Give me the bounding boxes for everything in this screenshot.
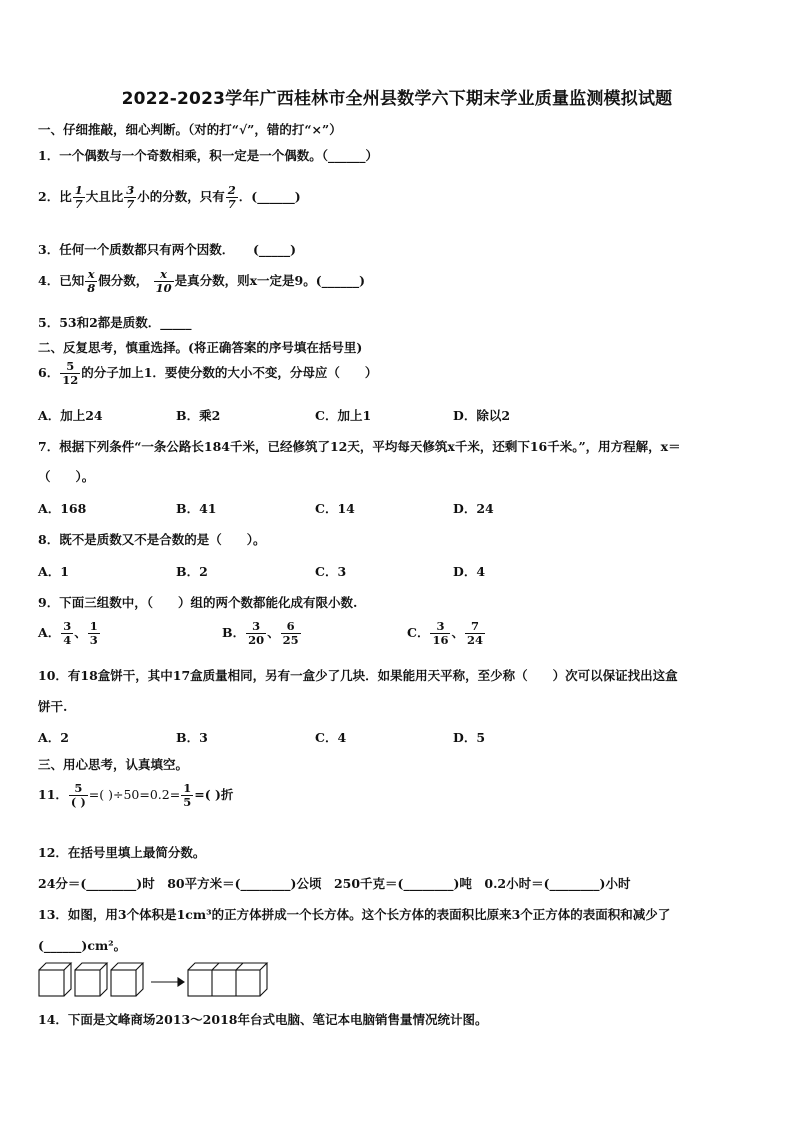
q11-pre: 11．	[38, 787, 68, 802]
q9-a-fraction-1: $\frac{3}{4}$	[63, 619, 72, 647]
q8-option-c[interactable]: C．3	[315, 564, 347, 579]
q6-option-c[interactable]: C．加上1	[315, 408, 372, 423]
page-title: 2022-2023学年广西桂林市全州县数学六下期末学业质量监测模拟试题	[121, 89, 673, 109]
q10-option-b[interactable]: B．3	[176, 730, 208, 745]
q2-post: ．(______)	[238, 189, 301, 204]
question-12: 12．在括号里填上最简分数。	[38, 845, 206, 860]
q2-fraction-1: $\frac{1}{7}$	[74, 183, 83, 211]
question-7-line1: 7．根据下列条件“一条公路长184千米，已经修筑了12天，平均每天修筑x千米，还剩下16千米。”，用方程解，x＝	[38, 439, 681, 454]
question-5: 5．53和2都是质数．_____	[38, 315, 192, 330]
q2-fraction-3: $\frac{2}{7}$	[227, 183, 236, 211]
q6-fraction: $\frac{5}{12}$	[62, 359, 79, 387]
question-14: 14．下面是文峰商场2013～2018年台式电脑、笔记本电脑销售量情况统计图。	[38, 1012, 488, 1027]
q9-a-label: A．	[38, 625, 61, 640]
q6-option-a[interactable]: A．加上24	[38, 408, 103, 423]
q9-a-fraction-2: $\frac{1}{3}$	[89, 619, 98, 647]
q11-fraction-1: $\frac{5}{( )}$	[70, 781, 86, 809]
question-6	[38, 360, 377, 387]
q6-post: 的分子加上1．要使分数的大小不变，分母应（ ）	[81, 365, 378, 380]
q8-option-b[interactable]: B．2	[176, 564, 208, 579]
q9-b-fraction-2: $\frac{6}{25}$	[282, 619, 299, 647]
q2-fraction-2: $\frac{3}{7}$	[126, 183, 135, 211]
question-13-line2: (______)cm²。	[38, 938, 127, 953]
section1-heading: 一、仔细推敲，细心判断。（对的打“√”，错的打“×”）	[38, 122, 342, 137]
q6-pre: 6．	[38, 365, 60, 380]
question-10-line1: 10．有18盒饼干，其中17盒质量相同，另有一盒少了几块．如果能用天平称，至少称（ ）次可以保证找出这盒	[38, 668, 678, 683]
q9-b-fraction-1: $\frac{3}{20}$	[248, 619, 265, 647]
q9-c-fraction-1: $\frac{3}{16}$	[432, 619, 449, 647]
question-12-blanks: 24分＝(________)时 80平方米＝(________)公顷 250千克＝(________)吨 0.2小时＝(________)小时	[38, 876, 631, 891]
q4-fraction-2: $\frac{x}{10}$	[155, 267, 172, 295]
q8-option-d[interactable]: D．4	[453, 564, 486, 579]
q10-option-a[interactable]: A．2	[38, 730, 69, 745]
q2-mid2: 小的分数，只有	[137, 189, 225, 204]
q2-mid1: 大且比	[85, 189, 124, 204]
q4-mid1: 假分数，	[98, 273, 149, 288]
question-3: 3．任何一个质数都只有两个因数． (_____)	[38, 242, 297, 257]
q7-option-d[interactable]: D．24	[453, 501, 494, 516]
q2-pre: 2．比	[38, 189, 72, 204]
question-1: 1．一个偶数与一个奇数相乘，积一定是一个偶数。（______）	[38, 148, 378, 163]
question-9: 9．下面三组数中，（ ）组的两个数都能化成有限小数.	[38, 595, 358, 610]
q11-mid: =( )÷50=0.2=	[88, 787, 181, 802]
q9-c-fraction-2: $\frac{7}{24}$	[466, 619, 483, 647]
q9-option-c[interactable]: C． $\frac{3}{16}$ 、 $\frac{7}{24}$	[407, 619, 483, 647]
q11-post: =( )折	[194, 787, 234, 802]
q7-option-b[interactable]: B．41	[176, 501, 217, 516]
q7-option-a[interactable]: A．168	[38, 501, 87, 516]
q4-post: 是真分数，则x一定是9。(______)	[174, 273, 366, 288]
question-8: 8．既不是质数又不是合数的是（ ）。	[38, 532, 266, 547]
q4-pre: 4．已知	[38, 273, 85, 288]
q9-c-label: C．	[407, 625, 430, 640]
question-13-line1: 13．如图，用3个体积是1cm³的正方体拼成一个长方体。这个长方体的表面积比原来3个正方体的表面积和减少了	[38, 907, 671, 922]
q10-option-d[interactable]: D．5	[453, 730, 486, 745]
cubes-figure	[38, 960, 278, 1000]
section2-heading: 二、反复思考，慎重选择。(将正确答案的序号填在括号里)	[38, 340, 363, 355]
q7-option-c[interactable]: C．14	[315, 501, 355, 516]
section3-heading: 三、用心思考，认真填空。	[38, 757, 189, 772]
q6-option-b[interactable]: B．乘2	[176, 408, 221, 423]
q6-option-d[interactable]: D．除以2	[453, 408, 511, 423]
q8-option-a[interactable]: A．1	[38, 564, 69, 579]
question-10-line2: 饼干.	[38, 699, 68, 714]
question-11	[38, 782, 233, 809]
q11-fraction-2: $\frac{1}{5}$	[183, 781, 192, 809]
question-7-line2: （ ）。	[38, 469, 95, 484]
q9-option-b[interactable]: B． $\frac{3}{20}$ 、 $\frac{6}{25}$	[222, 619, 299, 647]
q9-option-a[interactable]: A． $\frac{3}{4}$ 、 $\frac{1}{3}$	[38, 619, 98, 647]
q4-fraction-1: $\frac{x}{8}$	[87, 267, 96, 295]
question-2	[38, 184, 301, 211]
q10-option-c[interactable]: C．4	[315, 730, 347, 745]
q9-b-label: B．	[222, 625, 246, 640]
question-4	[38, 268, 365, 295]
